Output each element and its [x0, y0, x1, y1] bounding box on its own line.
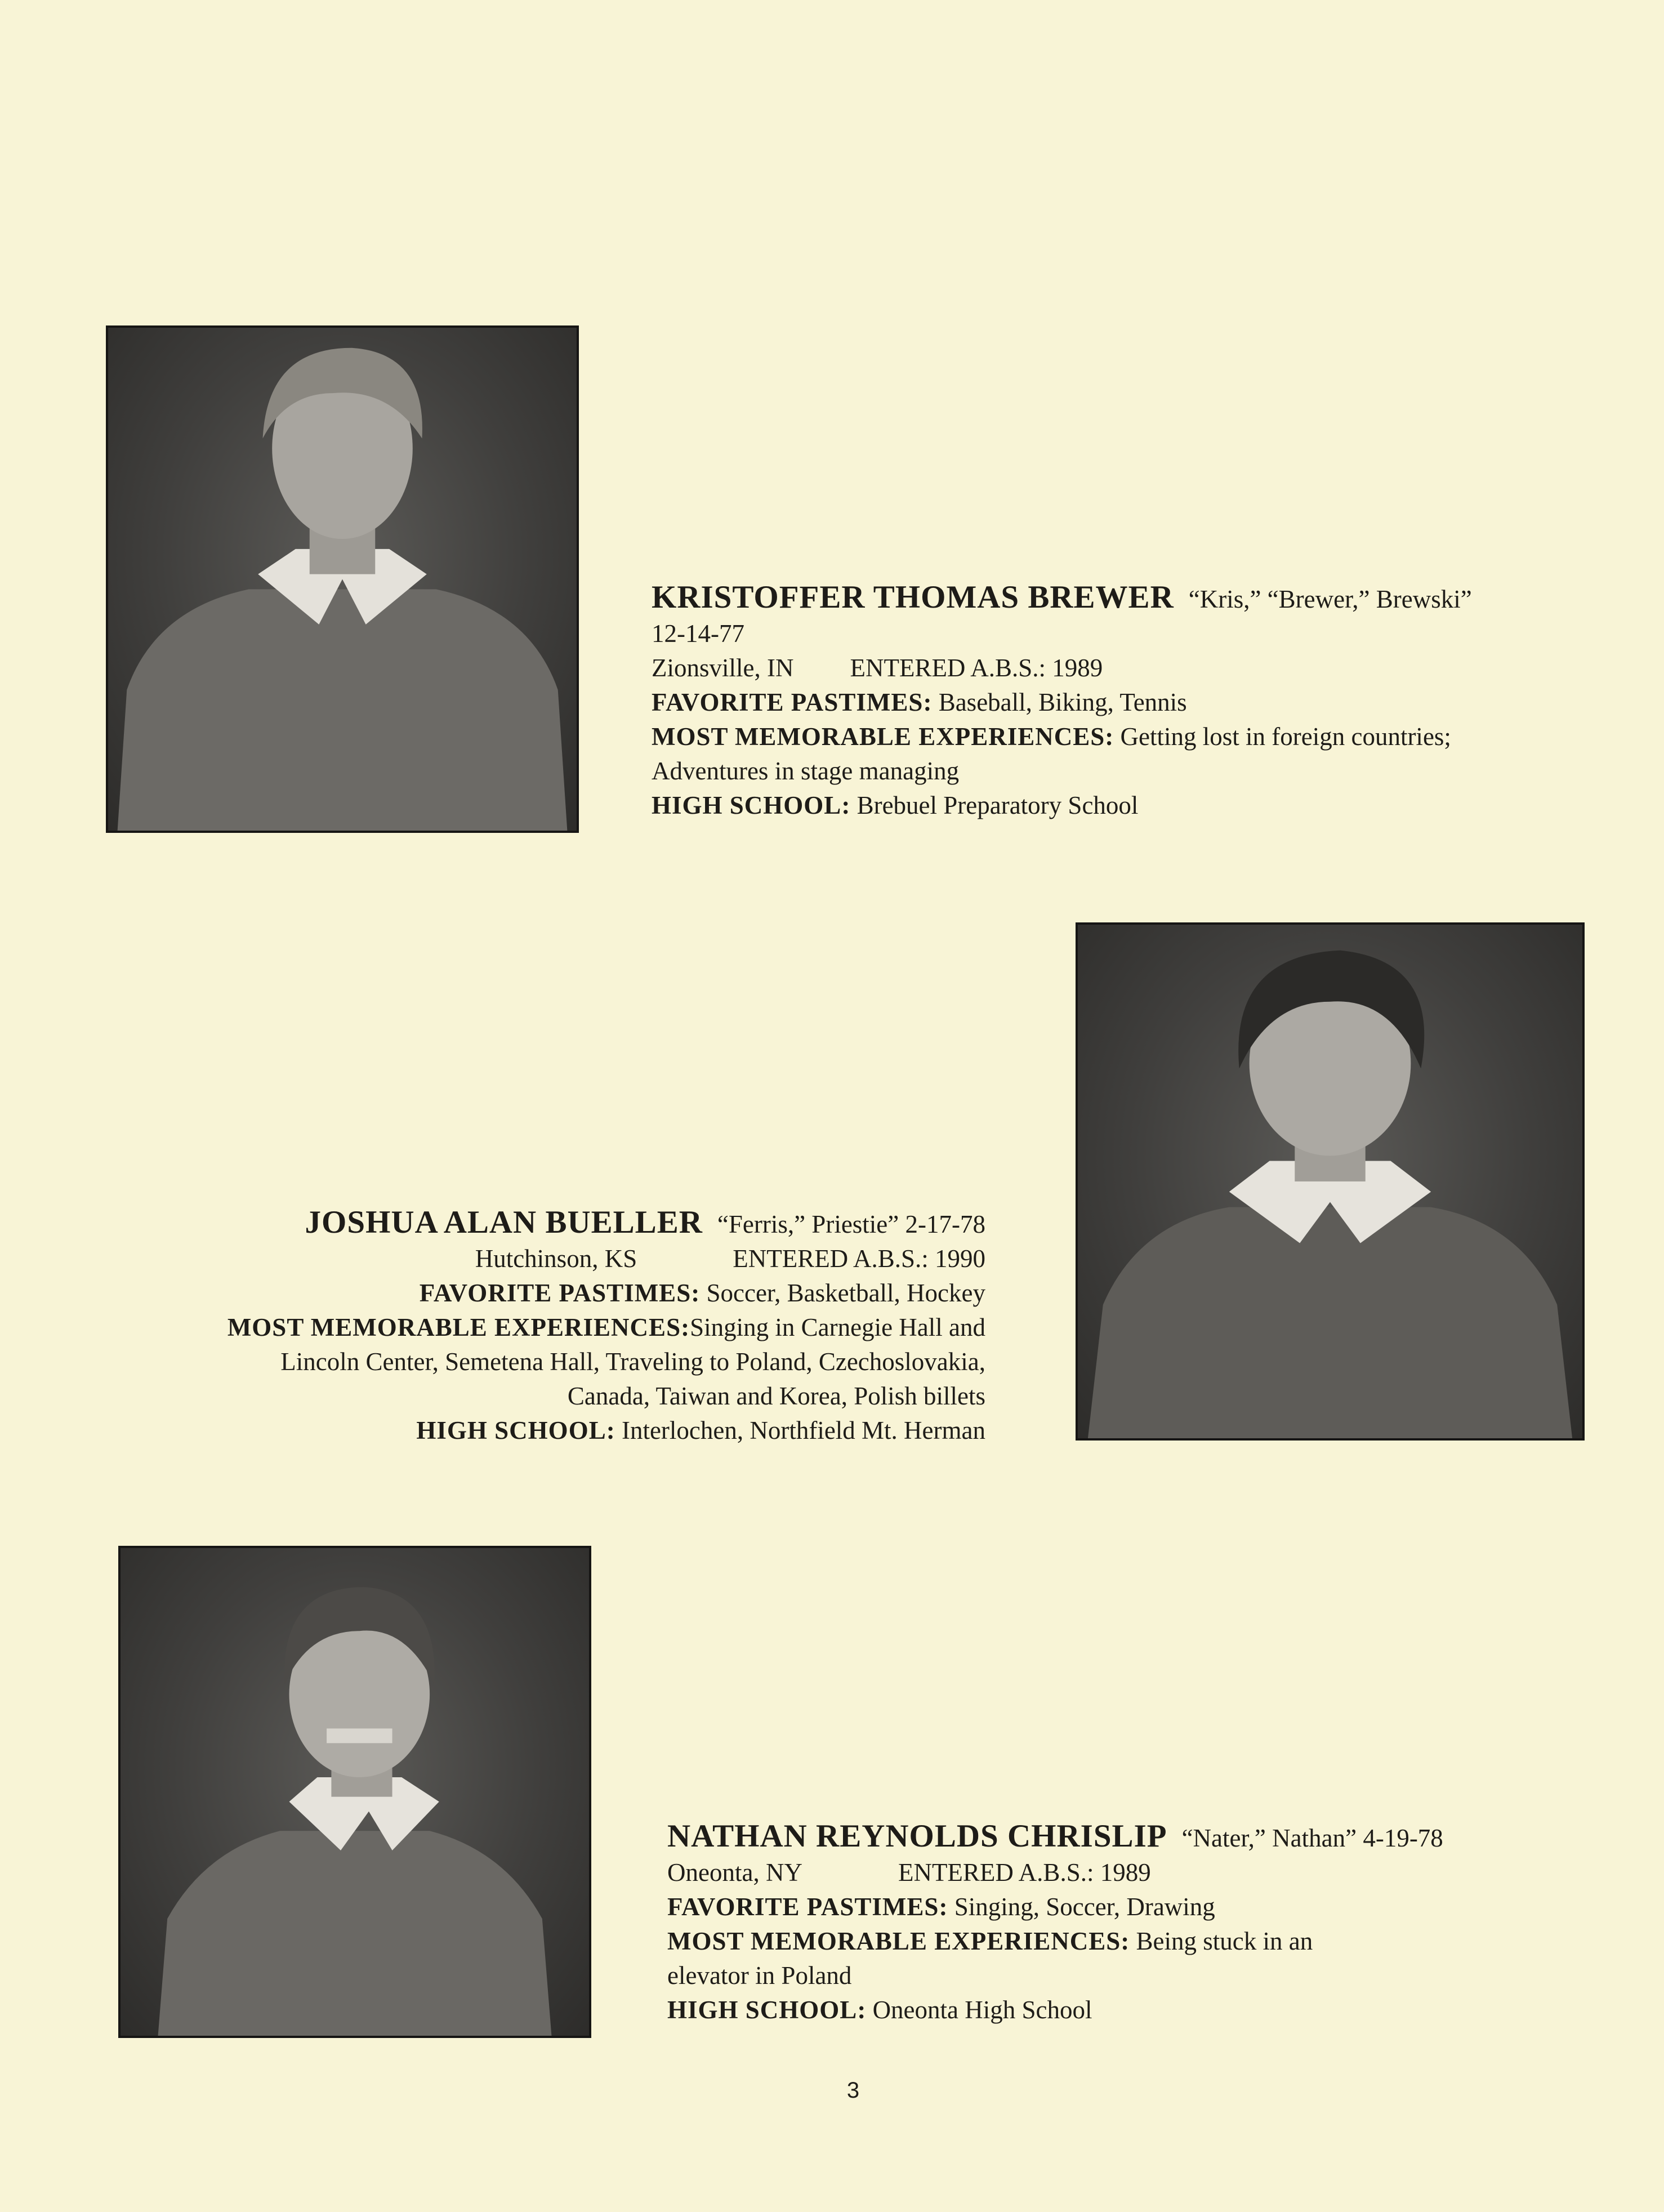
- experiences-label: MOST MEMORABLE EXPERIENCES:: [652, 723, 1114, 751]
- entered-label: ENTERED A.B.S.:: [733, 1245, 929, 1273]
- pastimes-label: FAVORITE PASTIMES:: [667, 1893, 948, 1921]
- student-name-line: [652, 580, 1472, 617]
- high-school-value: Oneonta High School: [872, 1996, 1092, 2024]
- student-experiences-continued: Lincoln Center, Semetena Hall, Traveling to Poland, Czechoslovakia,: [280, 1348, 985, 1376]
- student-high-school-line: [667, 1993, 1443, 2027]
- entered-year: 1990: [935, 1245, 985, 1273]
- student-nicknames: “Ferris,” Priestie”: [717, 1210, 899, 1238]
- high-school-label: HIGH SCHOOL:: [667, 1996, 867, 2024]
- student-entry-bueller: [227, 1205, 985, 1448]
- student-experiences-line: [667, 1924, 1443, 1959]
- experiences-value: Getting lost in foreign countries;: [1120, 723, 1451, 751]
- student-entry-chrislip: [667, 1819, 1443, 2027]
- student-high-school-line: [227, 1413, 985, 1448]
- student-hometown: Zionsville, IN: [652, 654, 794, 682]
- high-school-value: Interlochen, Northfield Mt. Herman: [621, 1416, 985, 1444]
- student-name: KRISTOFFER THOMAS BREWER: [652, 579, 1174, 615]
- student-pastimes-line: [652, 685, 1472, 720]
- experiences-label: MOST MEMORABLE EXPERIENCES:: [667, 1927, 1130, 1955]
- student-nicknames: “Nater,” Nathan”: [1181, 1824, 1357, 1852]
- high-school-value: Brebuel Preparatory School: [856, 791, 1139, 819]
- student-name: NATHAN REYNOLDS CHRISLIP: [667, 1818, 1167, 1854]
- student-high-school-line: [652, 788, 1472, 823]
- student-experiences-line: [227, 1310, 985, 1345]
- student-photo-bueller: [1076, 922, 1585, 1441]
- entered-year: 1989: [1100, 1858, 1151, 1887]
- student-experiences-continued-2: Canada, Taiwan and Korea, Polish billets: [567, 1382, 985, 1410]
- student-pastimes-line: [227, 1276, 985, 1310]
- student-nicknames: “Kris,” “Brewer,” Brewski”: [1188, 585, 1472, 613]
- student-hometown: Hutchinson, KS: [475, 1245, 637, 1273]
- entered-label: ENTERED A.B.S.:: [850, 654, 1046, 682]
- experiences-value: Singing in Carnegie Hall and: [690, 1313, 985, 1341]
- student-experiences-continued: elevator in Poland: [667, 1961, 852, 1990]
- pastimes-value: Soccer, Basketball, Hockey: [706, 1279, 985, 1307]
- student-pastimes-line: [667, 1890, 1443, 1924]
- student-hometown-line: [652, 651, 1472, 685]
- student-name-line: [667, 1819, 1443, 1856]
- student-experiences-continued: Adventures in stage managing: [652, 757, 960, 785]
- student-photo-chrislip: [118, 1546, 591, 2038]
- student-birthdate: 12-14-77: [652, 619, 744, 648]
- student-entry-brewer: [652, 580, 1472, 823]
- student-hometown: Oneonta, NY: [667, 1858, 802, 1887]
- student-photo-brewer: [106, 325, 579, 833]
- pastimes-label: FAVORITE PASTIMES:: [652, 688, 933, 716]
- student-name: JOSHUA ALAN BUELLER: [305, 1205, 703, 1240]
- entered-label: ENTERED A.B.S.:: [898, 1858, 1094, 1887]
- student-hometown-line: [667, 1856, 1443, 1890]
- experiences-value: Being stuck in an: [1136, 1927, 1313, 1955]
- pastimes-label: FAVORITE PASTIMES:: [419, 1279, 701, 1307]
- high-school-label: HIGH SCHOOL:: [416, 1416, 615, 1444]
- pastimes-value: Singing, Soccer, Drawing: [954, 1893, 1215, 1921]
- page-number: 3: [846, 2078, 860, 2103]
- student-hometown-line: [227, 1242, 985, 1276]
- student-birthdate: 2-17-78: [905, 1210, 985, 1238]
- student-name-line: [227, 1205, 985, 1242]
- student-birthdate: 4-19-78: [1363, 1824, 1443, 1852]
- pastimes-value: Baseball, Biking, Tennis: [938, 688, 1187, 716]
- experiences-label: MOST MEMORABLE EXPERIENCES:: [227, 1313, 690, 1341]
- entered-year: 1989: [1052, 654, 1103, 682]
- high-school-label: HIGH SCHOOL:: [652, 791, 851, 819]
- student-experiences-line: [652, 720, 1472, 754]
